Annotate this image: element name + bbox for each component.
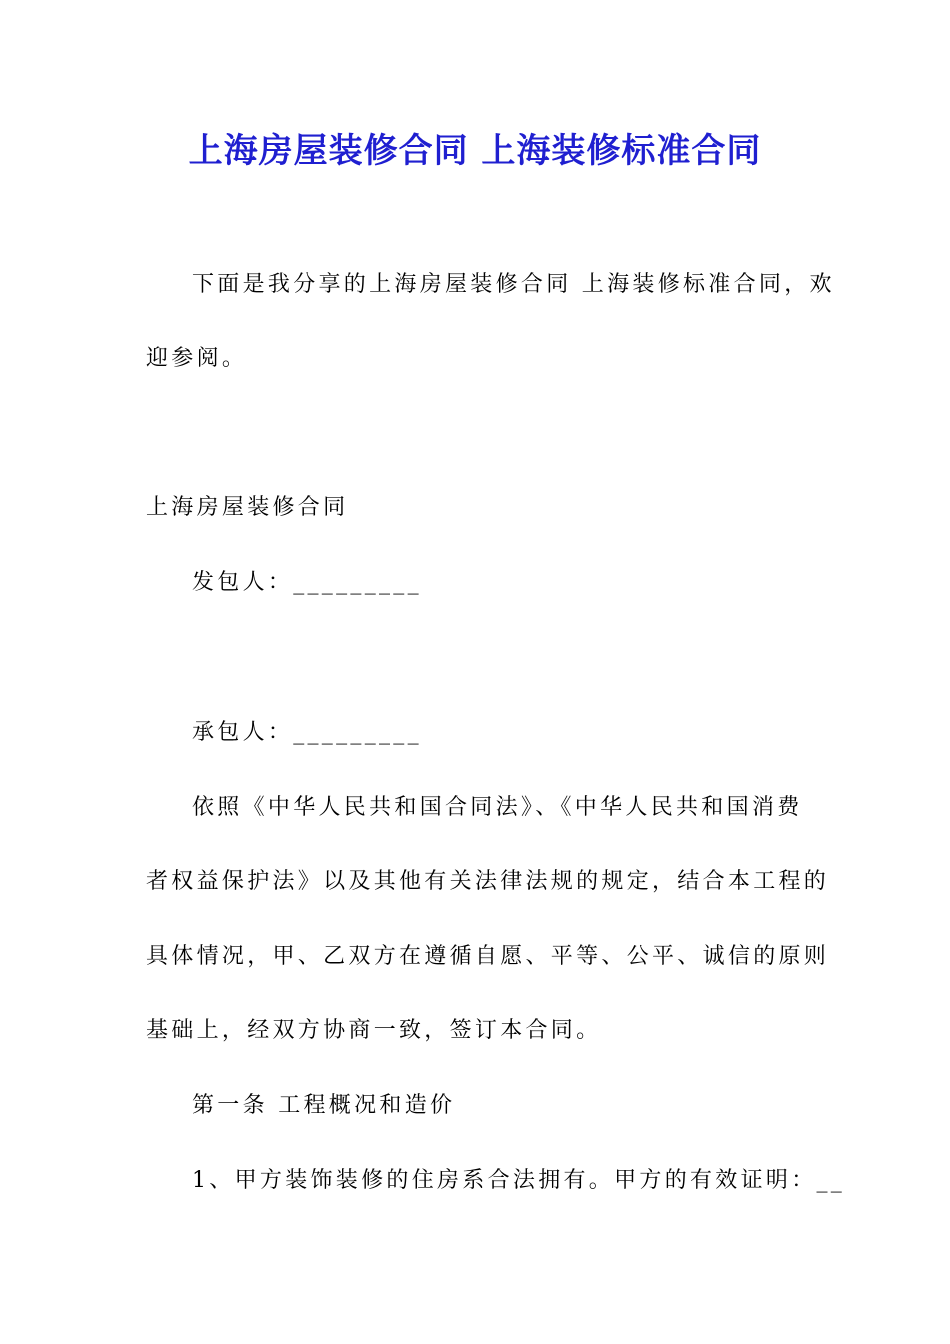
article-one-heading: 第一条 工程概况和造价 — [192, 1093, 456, 1118]
clause-1-line-1: 1、甲方装饰装修的住房系合法拥有。甲方的有效证明：__ — [192, 1168, 846, 1193]
intro-line-1: 下面是我分享的上海房屋装修合同 上海装修标准合同，欢 — [192, 272, 835, 297]
contractor-line: 承包人：_________ — [192, 720, 422, 745]
client-line: 发包人：_________ — [192, 570, 422, 595]
basis-paragraph-line-3: 具体情况，甲、乙双方在遵循自愿、平等、公平、诚信的原则 — [146, 944, 830, 969]
basis-paragraph-line-4: 基础上，经双方协商一致，签订本合同。 — [146, 1018, 602, 1043]
basis-paragraph-line-2: 者权益保护法》以及其他有关法律法规的规定，结合本工程的 — [146, 869, 830, 894]
section-heading: 上海房屋装修合同 — [146, 495, 349, 520]
document-title: 上海房屋装修合同 上海装修标准合同 — [188, 131, 762, 171]
basis-paragraph-line-1: 依照《中华人民共和国合同法》、《中华人民共和国消费 — [192, 795, 803, 820]
intro-line-2: 迎参阅。 — [146, 346, 248, 371]
